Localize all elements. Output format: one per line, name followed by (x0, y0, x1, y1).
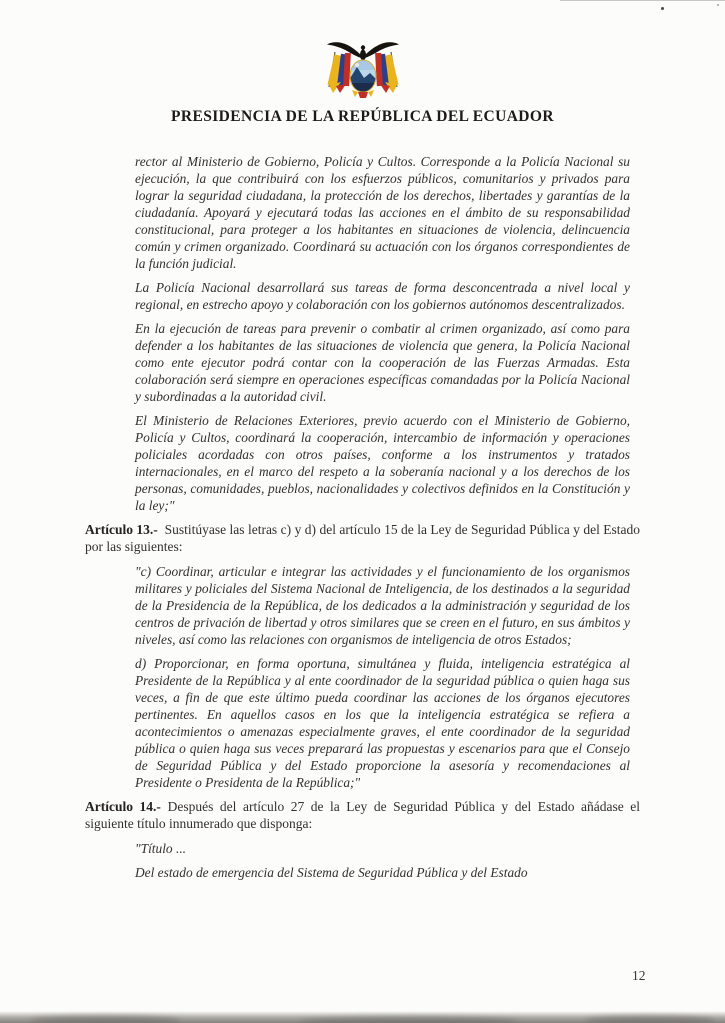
scan-smudge (585, 1016, 715, 1023)
scan-artifact-hairline (560, 0, 725, 1)
scan-smudge (30, 1016, 180, 1023)
document-body (85, 153, 640, 881)
scan-edge-shadow (0, 1011, 725, 1023)
quoted-paragraph: La Policía Nacional desarrollará sus tareas de forma desconcentrada a nivel local y regional, en estrecho apoyo y colaboración con los gobiernos autónomos descentralizados. (135, 280, 630, 312)
letterhead-title: PRESIDENCIA DE LA REPÚBLICA DEL ECUADOR (171, 108, 554, 125)
quoted-paragraph: Del estado de emergencia del Sistema de Seguridad Pública y del Estado (135, 865, 528, 880)
ecuador-coat-of-arms-icon (324, 40, 402, 100)
quoted-paragraph: d) Proporcionar, en forma oportuna, simultánea y fluida, inteligencia estratégica al Presidente de la República y al ente coordinador de la seguridad pública o quien haga sus veces, a fin de que este último pueda coordinar las acciones de los órganos ejecutores pertinentes. En aquellos casos en los que la inteligencia estratégica se refiera a acontecimientos o amenazas especialmente graves, el ente coordinador de la seguridad pública o quien haga sus veces preparará las propuestas y escenarios para que el Consejo de Seguridad Pública y del Estado proporcione la asesoría y recomendaciones al Presidente o Presidenta de la República;" (135, 656, 630, 790)
article-paragraph: Artículo 13.- Sustitúyase las letras c) y d) del artículo 15 de la Ley de Seguridad Pública y del Estado por las siguientes: (85, 522, 641, 554)
quoted-paragraph: El Ministerio de Relaciones Exteriores, previo acuerdo con el Ministerio de Gobierno, Policía y Cultos, coordinará la cooperación, intercambio de información y operaciones policiales acordadas con otros países, conforme a los instrumentos y tratados internacionales, en el marco del respeto a la soberanía nacional y a los derechos de los personas, comunidades, pueblos, nacionalidades y colectivos definidos en la Constitución y la ley;" (135, 413, 630, 513)
quoted-paragraph: "Título ... (135, 841, 187, 856)
article-label: Artículo 14.- (85, 799, 161, 814)
quoted-paragraph: rector al Ministerio de Gobierno, Policía y Cultos. Corresponde a la Policía Nacional su ejecución, la que contribuirá con los esfuerzos públicos, comunitarios y privados para lograr la seguridad ciudadana, la protección de los derechos, libertades y garantías de la ciudadanía. Apoyará y ejecutará todas las acciones en el ámbito de su responsabilidad constitucional, para proteger a los habitantes en situaciones de violencia, delincuencia común y crimen organizado. Coordinará su actuación con los órganos correspondientes de la función judicial. (135, 154, 630, 271)
article-paragraph: Artículo 14.- Después del artículo 27 de la Ley de Seguridad Pública y del Estado añádase el siguiente título innumerado que disponga: (85, 799, 640, 831)
article-label: Artículo 13.- (85, 522, 158, 537)
quoted-paragraph: En la ejecución de tareas para prevenir o combatir al crimen organizado, así como para defender a los habitantes de las situaciones de violencia que genera, la Policía Nacional como ente ejecutor podrá contar con la cooperación de las Fuerzas Armadas. Esta colaboración será siempre en operaciones específicas comandadas por la Policía Nacional y subordinadas a la autoridad civil. (135, 321, 630, 404)
page-number: 12 (632, 968, 646, 983)
scan-artifact-dot (661, 7, 664, 10)
letterhead (0, 0, 725, 126)
quoted-paragraph: "c) Coordinar, articular e integrar las actividades y el funcionamiento de los organismos militares y policiales del Sistema Nacional de Inteligencia, de los destinados a la seguridad de la Presidencia de la República, de los dedicados a la administración y seguridad de los centros de privación de libertad y otros similares que se creen en el futuro, en sus ámbitos y niveles, así como las relaciones con organismos de inteligencia de otros Estados; (135, 564, 630, 647)
scan-artifact-dot (717, 4, 719, 6)
scan-smudge (300, 1017, 520, 1023)
